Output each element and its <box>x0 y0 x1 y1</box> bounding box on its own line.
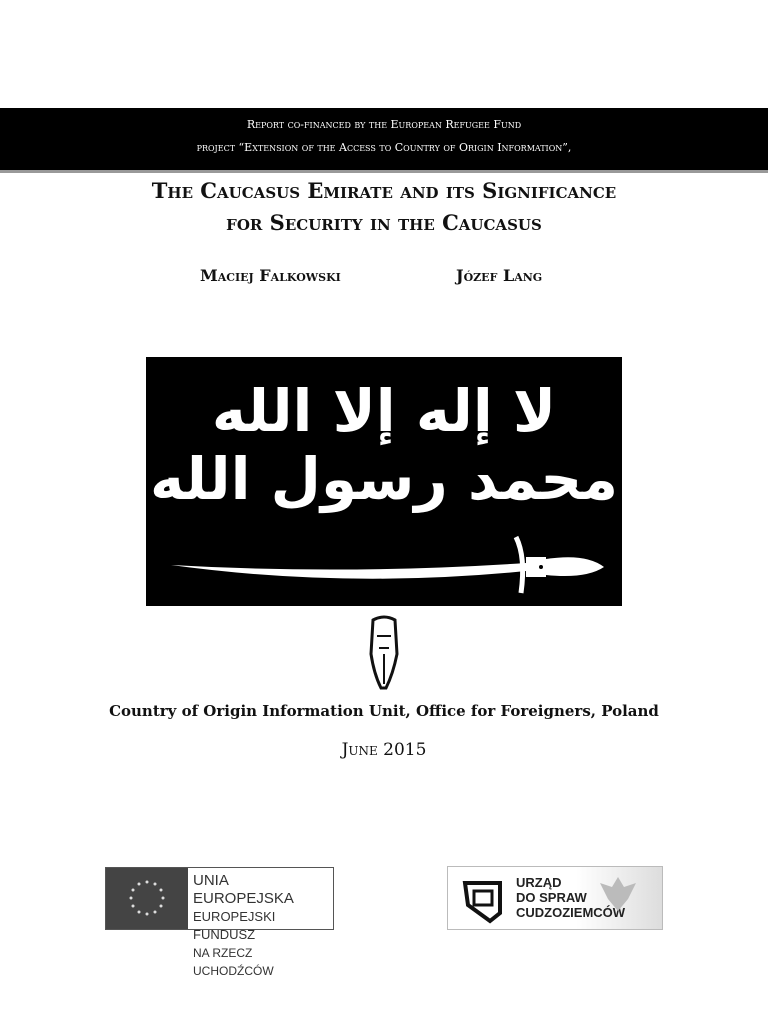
title-line-1: The Caucasus Emirate and its Significance <box>151 178 617 203</box>
office-logo-line-3: CUDZOZIEMCÓW <box>516 905 626 920</box>
header-line-2: project “Extension of the Access to Country of Origin Information”, <box>196 141 572 154</box>
eagle-icon <box>598 871 638 915</box>
sword-icon <box>146 357 622 606</box>
author-2: Józef Lang <box>456 266 543 285</box>
author-1: Maciej Falkowski <box>200 266 341 285</box>
header-band <box>0 108 768 173</box>
eu-logo-line-3: NA RZECZ UCHODŹCÓW <box>193 946 274 978</box>
office-logo-line-2: DO SPRAW <box>516 890 587 905</box>
flag-image <box>146 357 622 606</box>
title-line-2: for Security in the Caucasus <box>226 210 542 235</box>
header-line-1: Report co-financed by the European Refugee Fund <box>246 118 522 131</box>
portrait-emblem-icon <box>359 614 409 692</box>
office-emblem-icon <box>460 875 510 925</box>
office-logo-line-1: URZĄD <box>516 875 562 890</box>
publication-date: June 2015 <box>341 740 427 760</box>
eu-logo-line-1: UNIA EUROPEJSKA <box>193 872 294 907</box>
unit-name: Country of Origin Information Unit, Office for Foreigners, Poland <box>109 702 659 720</box>
eu-logo-line-2: EUROPEJSKI FUNDUSZ <box>193 909 276 942</box>
office-for-foreigners-logo <box>447 866 663 930</box>
eu-stars-icon <box>106 868 188 929</box>
eu-logo <box>105 867 334 978</box>
shahada-calligraphy: لا إله إلا الله محمد رسول الله <box>149 377 619 513</box>
